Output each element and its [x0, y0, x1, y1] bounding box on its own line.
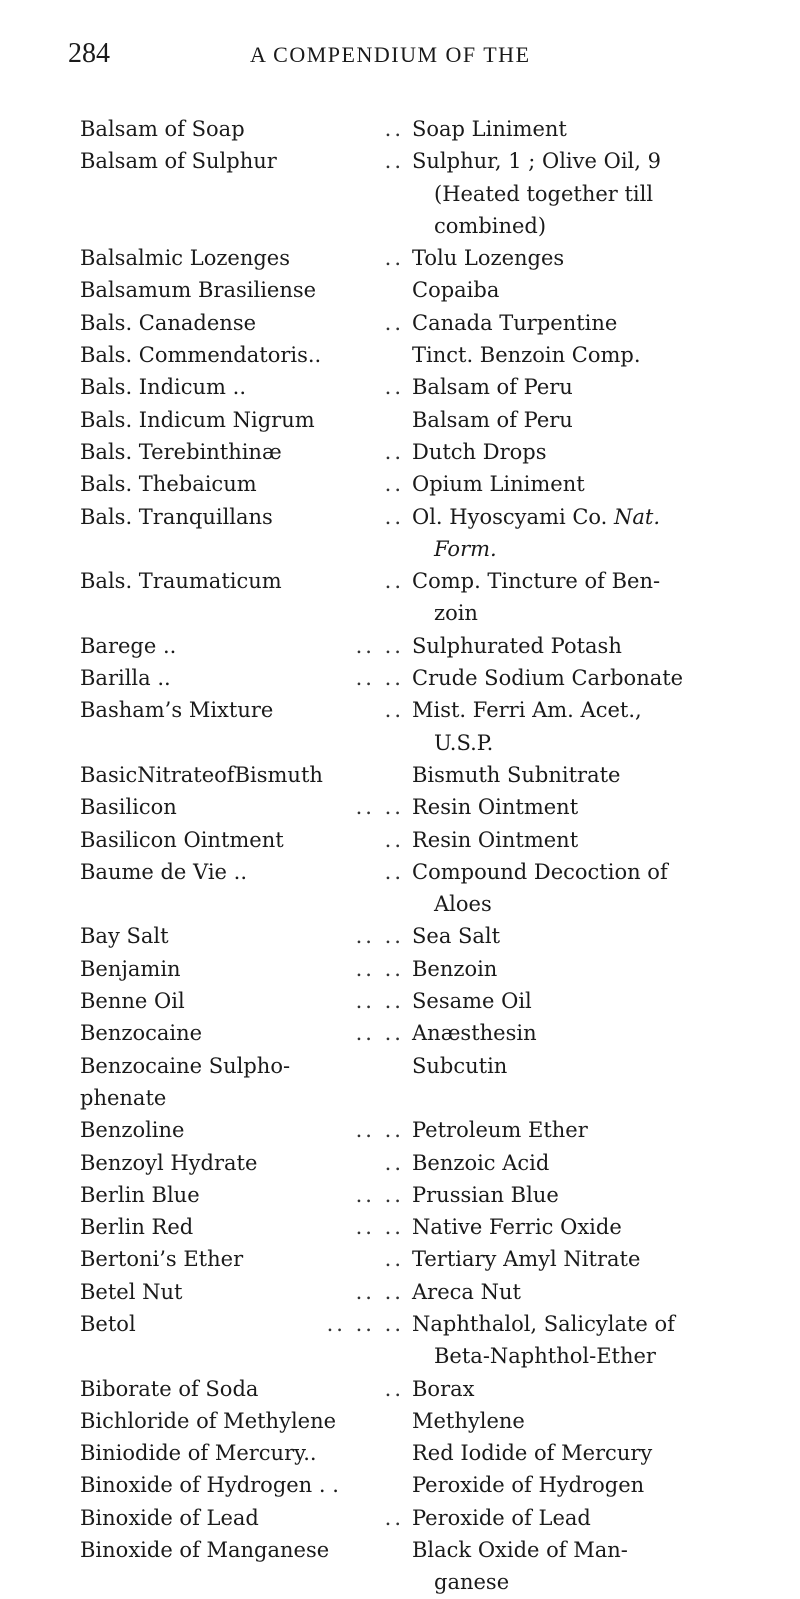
definition-line: [412, 1566, 780, 1598]
glossary-term: [80, 1405, 412, 1437]
glossary-definition: [412, 1211, 780, 1243]
glossary-term: [80, 1050, 412, 1115]
term-text: Benzocaine: [80, 1021, 203, 1046]
glossary-definition: [412, 1276, 780, 1308]
glossary-definition: [412, 404, 780, 436]
page-number: 284: [68, 38, 110, 69]
definition-text: Petroleum Ether: [412, 1118, 588, 1143]
definition-line: [412, 1276, 780, 1308]
term-text: Betol: [80, 1311, 136, 1336]
glossary-row: [80, 1373, 780, 1405]
definition-line: [412, 404, 780, 436]
definition-line: [412, 727, 780, 759]
glossary-term: [80, 565, 412, 630]
glossary-definition: [412, 1179, 780, 1211]
glossary-definition: [412, 145, 780, 242]
glossary-row: [80, 662, 780, 694]
leader-dots: .. ..: [355, 1118, 404, 1143]
definition-text: Tolu Lozenges: [412, 246, 565, 271]
leader-dots: .. ..: [355, 1021, 404, 1046]
glossary-row: [80, 1147, 780, 1179]
definition-text: Balsam of Peru: [412, 375, 573, 400]
term-text: Binoxide of Lead: [80, 1505, 259, 1530]
definition-text: Resin Ointment: [412, 795, 579, 820]
glossary-row: [80, 630, 780, 662]
glossary-definition: [412, 1469, 780, 1501]
glossary-definition: [412, 1437, 780, 1469]
leader-dots: .. ..: [355, 1279, 404, 1304]
definition-line: [412, 1469, 780, 1501]
definition-text: U.S.P.: [434, 730, 494, 755]
running-head: A COMPENDIUM OF THE: [250, 42, 531, 67]
definition-line: [412, 501, 780, 533]
glossary-term: [80, 1147, 412, 1179]
leader-dots: ..: [384, 246, 404, 271]
leader-dots: .. ..: [355, 633, 404, 658]
definition-line: [412, 824, 780, 856]
leader-dots: .. ..: [355, 989, 404, 1014]
glossary-term: [80, 791, 412, 823]
glossary-definition: [412, 1050, 780, 1115]
term-text: Berlin Red: [80, 1215, 194, 1240]
definition-line: [412, 662, 780, 694]
definition-line: [412, 888, 780, 920]
glossary-term: [80, 404, 412, 436]
glossary-term: [80, 1308, 412, 1373]
definition-line: [412, 1211, 780, 1243]
definition-text: Prussian Blue: [412, 1182, 559, 1207]
definition-line: [412, 856, 780, 888]
definition-line: [412, 307, 780, 339]
definition-text: Black Oxide of Man-: [412, 1538, 628, 1563]
leader-dots: .. ..: [355, 666, 404, 691]
glossary-term: [80, 145, 412, 242]
glossary-definition: [412, 1114, 780, 1146]
term-text: Bertoni’s Ether: [80, 1247, 244, 1272]
definition-line: [412, 1308, 780, 1340]
glossary-definition: [412, 113, 780, 145]
definition-text: Benzoic Acid: [412, 1150, 550, 1175]
leader-dots: .. ..: [355, 1182, 404, 1207]
leader-dots: .. ..: [355, 1215, 404, 1240]
glossary-definition: [412, 985, 780, 1017]
glossary-row: [80, 501, 780, 566]
glossary-row: [80, 1308, 780, 1373]
leader-dots: ..: [384, 1376, 404, 1401]
definition-text: Opium Liniment: [412, 472, 585, 497]
definition-text: Subcutin: [412, 1053, 508, 1078]
glossary-term: [80, 1211, 412, 1243]
glossary-row: [80, 1179, 780, 1211]
glossary-row: [80, 759, 780, 791]
glossary-row: [80, 856, 780, 921]
glossary-term: [80, 274, 412, 306]
term-text: Binoxide of Manganese: [80, 1538, 330, 1563]
glossary-term: [80, 1179, 412, 1211]
leader-dots: .. ..: [355, 956, 404, 981]
glossary-definition: [412, 694, 780, 759]
glossary-row: [80, 145, 780, 242]
glossary-row: [80, 1502, 780, 1534]
definition-text: Borax: [412, 1376, 475, 1401]
glossary-term: [80, 1437, 412, 1469]
definition-line: [412, 113, 780, 145]
glossary-row: [80, 1211, 780, 1243]
glossary-definition: [412, 1405, 780, 1437]
glossary-definition: [412, 1147, 780, 1179]
glossary-definition: [412, 824, 780, 856]
definition-text: Peroxide of Lead: [412, 1505, 591, 1530]
glossary-row: [80, 371, 780, 403]
glossary-row: [80, 468, 780, 500]
glossary-row: [80, 242, 780, 274]
glossary-definition: [412, 565, 780, 630]
definition-line: [412, 1179, 780, 1211]
glossary-row: [80, 1405, 780, 1437]
glossary-definition: [412, 630, 780, 662]
definition-line: [412, 371, 780, 403]
glossary-row: [80, 307, 780, 339]
definition-line: [412, 1405, 780, 1437]
glossary-definition: [412, 953, 780, 985]
glossary-row: [80, 436, 780, 468]
definition-text: Balsam of Peru: [412, 407, 573, 432]
definition-text: Benzoin: [412, 956, 498, 981]
definition-text: Tertiary Amyl Nitrate: [412, 1247, 641, 1272]
term-text: Bay Salt: [80, 924, 169, 949]
definition-text: Sesame Oil: [412, 989, 532, 1014]
term-text: Barege ..: [80, 633, 177, 658]
glossary-term: [80, 630, 412, 662]
definition-line: [412, 791, 780, 823]
definition-text: Compound Decoction of: [412, 859, 668, 884]
glossary-row: [80, 565, 780, 630]
definition-line: [412, 1243, 780, 1275]
definition-text: Red Iodide of Mercury: [412, 1441, 653, 1466]
term-text: Benzoyl Hydrate: [80, 1150, 258, 1175]
glossary-definition: [412, 307, 780, 339]
leader-dots: ..: [384, 310, 404, 335]
glossary-row: [80, 953, 780, 985]
glossary-term: [80, 371, 412, 403]
definition-text: (Heated together till: [434, 181, 654, 206]
definition-text: Copaiba: [412, 278, 500, 303]
leader-dots: ..: [384, 149, 404, 174]
definition-line: [412, 953, 780, 985]
glossary-definition: [412, 436, 780, 468]
glossary-definition: [412, 1534, 780, 1599]
definition-text: Resin Ointment: [412, 827, 579, 852]
leader-dots: ..: [384, 1247, 404, 1272]
glossary-term: [80, 759, 412, 791]
definition-line: [412, 339, 780, 371]
definition-text: Areca Nut: [412, 1279, 521, 1304]
term-text: Balsamum Brasiliense: [80, 278, 317, 303]
definition-line: [412, 1050, 780, 1082]
definition-line: [412, 565, 780, 597]
term-text: Basilicon: [80, 795, 177, 820]
glossary-definition: [412, 1502, 780, 1534]
definition-text: ganese: [434, 1570, 510, 1595]
definition-line: [412, 630, 780, 662]
term-text: phenate: [80, 1085, 167, 1110]
definition-text: Methylene: [412, 1408, 525, 1433]
glossary-row: [80, 1017, 780, 1049]
glossary-definition: [412, 1373, 780, 1405]
glossary-row: [80, 1114, 780, 1146]
glossary-definition: [412, 339, 780, 371]
leader-dots: ..: [384, 827, 404, 852]
glossary-term: [80, 1502, 412, 1534]
definition-text: Sea Salt: [412, 924, 501, 949]
term-text: Biborate of Soda: [80, 1376, 259, 1401]
term-text: Benne Oil: [80, 989, 185, 1014]
glossary-row: [80, 824, 780, 856]
glossary-definition: [412, 856, 780, 921]
term-text: Bals. Terebinthinæ: [80, 439, 282, 464]
leader-dots: .. ..: [355, 924, 404, 949]
definition-text: Beta-Naphthol-Ether: [434, 1344, 656, 1369]
glossary-row: [80, 1534, 780, 1599]
term-text: Benzocaine Sulpho-: [80, 1053, 291, 1078]
definition-line: [412, 759, 780, 791]
definition-line: [412, 597, 780, 629]
definition-text: Ol. Hyoscyami Co.: [412, 504, 608, 529]
glossary-row: [80, 1469, 780, 1501]
leader-dots: ..: [384, 569, 404, 594]
glossary-term: [80, 436, 412, 468]
glossary-term: [80, 501, 412, 566]
definition-line: [412, 468, 780, 500]
definition-line: [412, 1534, 780, 1566]
leader-dots: ..: [384, 1505, 404, 1530]
leader-dots: .. ..: [355, 795, 404, 820]
glossary-row: [80, 985, 780, 1017]
definition-text: Bismuth Subnitrate: [412, 762, 621, 787]
definition-text: Naphthalol, Salicylate of: [412, 1311, 675, 1336]
glossary-term: [80, 339, 412, 371]
term-text: Bals. Indicum ..: [80, 375, 247, 400]
definition-text: Crude Sodium Carbonate: [412, 666, 684, 691]
glossary-term: [80, 468, 412, 500]
definition-line: [412, 274, 780, 306]
definition-text: Dutch Drops: [412, 439, 547, 464]
definition-line: [412, 178, 780, 210]
glossary-row: [80, 1050, 780, 1115]
glossary-term: [80, 1276, 412, 1308]
glossary-definition: [412, 759, 780, 791]
glossary-term: [80, 953, 412, 985]
term-text: Bals. Thebaicum: [80, 472, 257, 497]
definition-line: [412, 1114, 780, 1146]
term-text: Balsam of Sulphur: [80, 149, 277, 174]
term-text: Bals. Canadense: [80, 310, 257, 335]
glossary-row: [80, 113, 780, 145]
glossary-definition: [412, 1017, 780, 1049]
definition-line: [412, 1017, 780, 1049]
term-text: Basham’s Mixture: [80, 698, 274, 723]
glossary-row: [80, 339, 780, 371]
term-text: Baume de Vie ..: [80, 859, 248, 884]
glossary-row: [80, 1437, 780, 1469]
definition-text: combined): [434, 213, 547, 238]
term-text: BasicNitrateofBismuth: [80, 762, 323, 787]
definition-line: [412, 1340, 780, 1372]
leader-dots: ..: [384, 472, 404, 497]
term-text: Betel Nut: [80, 1279, 183, 1304]
glossary-term: [80, 307, 412, 339]
glossary-term: [80, 920, 412, 952]
glossary-term: [80, 1017, 412, 1049]
term-text: Benzoline: [80, 1118, 185, 1143]
definition-text: Mist. Ferri Am. Acet.,: [412, 698, 642, 723]
term-text: Benjamin: [80, 956, 181, 981]
leader-dots: ..: [384, 698, 404, 723]
definition-line: [412, 242, 780, 274]
glossary-definition: [412, 242, 780, 274]
glossary-term: [80, 1114, 412, 1146]
definition-text: Canada Turpentine: [412, 310, 618, 335]
glossary-row: [80, 274, 780, 306]
glossary-row: [80, 1243, 780, 1275]
glossary-term: [80, 694, 412, 759]
term-text: Balsalmic Lozenges: [80, 246, 290, 271]
term-text: Barilla ..: [80, 666, 171, 691]
term-text: Bals. Commendatoris..: [80, 343, 322, 368]
definition-text: Peroxide of Hydrogen: [412, 1473, 645, 1498]
leader-dots: ..: [384, 1150, 404, 1175]
definition-text: Aloes: [434, 892, 492, 917]
term-text: Biniodide of Mercury..: [80, 1441, 317, 1466]
glossary-term: [80, 856, 412, 921]
definition-line: [412, 145, 780, 177]
glossary-definition: [412, 791, 780, 823]
definition-italic: Nat.: [607, 504, 661, 529]
term-text: Binoxide of Hydrogen . .: [80, 1473, 339, 1498]
glossary-definition: [412, 662, 780, 694]
glossary-term: [80, 662, 412, 694]
term-text: Balsam of Soap: [80, 117, 245, 141]
term-text: Berlin Blue: [80, 1182, 200, 1207]
glossary-definition: [412, 274, 780, 306]
glossary-definition: [412, 1308, 780, 1373]
leader-dots: ..: [384, 504, 404, 529]
leader-dots: ..: [384, 375, 404, 400]
glossary-definition: [412, 920, 780, 952]
glossary-row: [80, 404, 780, 436]
definition-text: Anæsthesin: [412, 1021, 537, 1046]
glossary-term: [80, 985, 412, 1017]
definition-text: Soap Liniment: [412, 117, 567, 141]
definition-line: [412, 694, 780, 726]
definition-text: Tinct. Benzoin Comp.: [412, 343, 641, 368]
glossary-definition: [412, 371, 780, 403]
definition-line: [412, 533, 780, 565]
glossary-term: [80, 1469, 412, 1501]
definition-text: Native Ferric Oxide: [412, 1215, 622, 1240]
glossary-definition: [412, 468, 780, 500]
leader-dots: ..: [384, 117, 404, 141]
definition-text: zoin: [434, 601, 478, 626]
definition-line: [412, 985, 780, 1017]
definition-text: Sulphurated Potash: [412, 633, 622, 658]
page-header: [0, 38, 800, 74]
term-text: Bals. Indicum Nigrum: [80, 407, 315, 432]
definition-line: [412, 1502, 780, 1534]
glossary-term: [80, 113, 412, 145]
definition-line: [412, 1437, 780, 1469]
leader-dots: ..: [384, 439, 404, 464]
glossary-definition: [412, 1243, 780, 1275]
definition-text: Sulphur, 1 ; Olive Oil, 9: [412, 149, 661, 174]
term-text: Bals. Traumaticum: [80, 569, 282, 594]
definition-line: [412, 436, 780, 468]
glossary-term: [80, 824, 412, 856]
leader-dots: .. .. ..: [326, 1311, 404, 1336]
glossary-term: [80, 1373, 412, 1405]
definition-line: [412, 1147, 780, 1179]
glossary-row: [80, 1276, 780, 1308]
term-text: Bichloride of Methylene: [80, 1408, 337, 1433]
glossary-row: [80, 791, 780, 823]
glossary-term: [80, 1243, 412, 1275]
glossary-definition: [412, 501, 780, 566]
glossary-term: [80, 242, 412, 274]
definition-line: [412, 210, 780, 242]
definition-text: Form.: [434, 536, 497, 561]
term-text: Bals. Tranquillans: [80, 504, 273, 529]
leader-dots: ..: [384, 859, 404, 884]
definition-line: [412, 1373, 780, 1405]
definition-text: Comp. Tincture of Ben-: [412, 569, 661, 594]
glossary-term: [80, 1534, 412, 1599]
glossary-row: [80, 694, 780, 759]
glossary-entries: [80, 113, 780, 1599]
term-text: Basilicon Ointment: [80, 827, 284, 852]
glossary-row: [80, 920, 780, 952]
definition-line: [412, 920, 780, 952]
